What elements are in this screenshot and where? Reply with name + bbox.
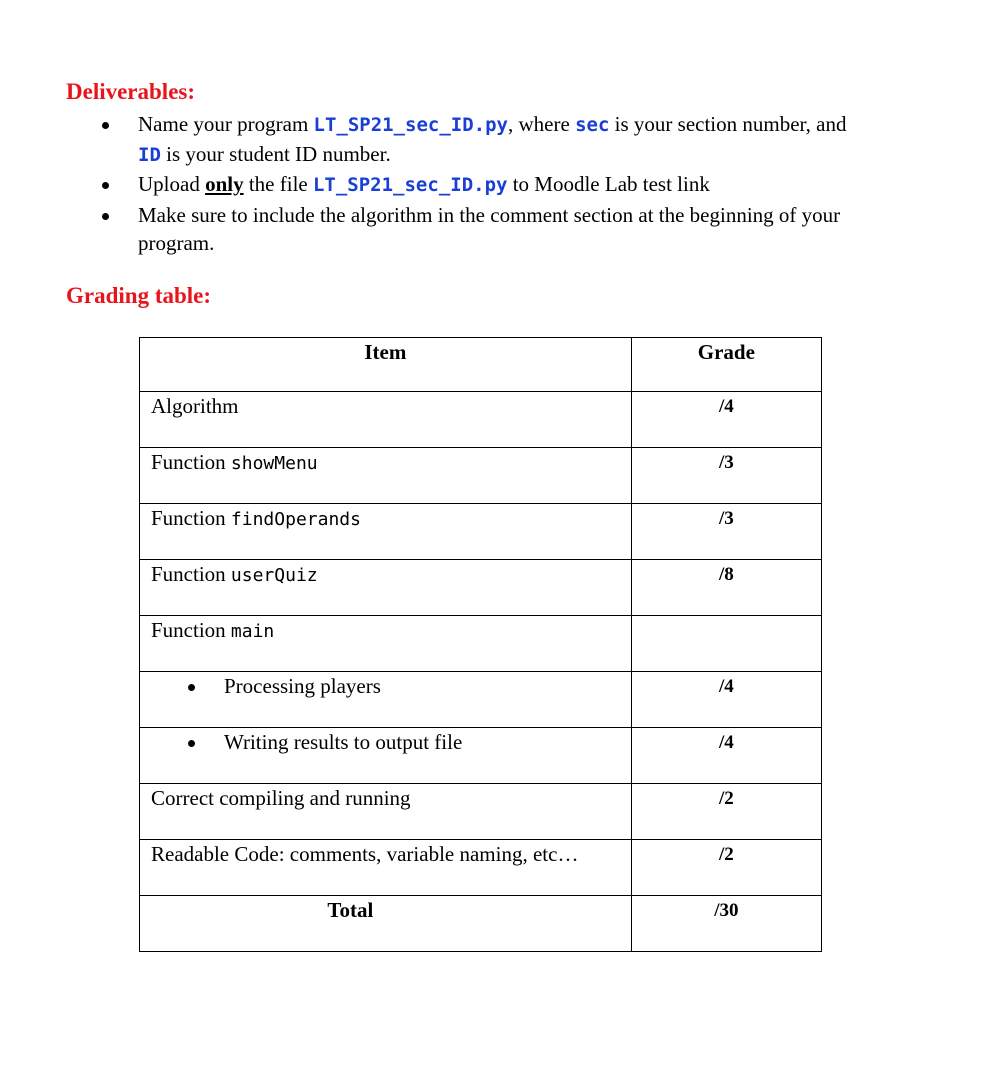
column-header-item: Item — [140, 338, 632, 392]
bullet-icon — [188, 740, 195, 747]
grading-table — [139, 337, 822, 952]
deliverable-text: Name your program — [138, 112, 314, 136]
list-item — [96, 170, 906, 200]
deliverables-heading: Deliverables: — [66, 79, 196, 104]
deliverables-list — [96, 110, 906, 259]
table-row — [140, 392, 822, 448]
function-name-code: main — [230, 621, 275, 642]
table-row — [140, 448, 822, 504]
grade-cell: /2 — [631, 840, 821, 896]
deliverable-text: is your student ID number. — [160, 141, 391, 166]
item-cell — [140, 504, 632, 560]
deliverable-text: the file — [243, 172, 313, 196]
function-name-code: userQuiz — [230, 565, 318, 586]
table-row — [140, 560, 822, 616]
item-label: Algorithm — [151, 394, 239, 418]
bullet-icon — [102, 182, 109, 189]
item-label: Correct compiling and running — [151, 786, 411, 810]
table-row — [140, 672, 822, 728]
deliverable-text: to Moodle Lab test link — [507, 172, 710, 196]
function-name-code: findOperands — [230, 509, 361, 530]
grade-cell: /3 — [631, 448, 821, 504]
table-row — [140, 616, 822, 672]
grading-heading: Grading table: — [66, 283, 212, 308]
sec-code: sec — [575, 114, 610, 136]
item-label: Function — [151, 618, 231, 642]
list-item — [96, 201, 906, 258]
deliverable-text: Upload — [138, 172, 206, 196]
total-row — [140, 896, 822, 952]
total-label: Total — [140, 896, 632, 952]
table-row — [140, 784, 822, 840]
function-name-code: showMenu — [230, 453, 318, 474]
bullet-icon — [102, 213, 109, 220]
grade-cell: /3 — [631, 504, 821, 560]
table-row — [140, 728, 822, 784]
table-row — [140, 840, 822, 896]
filename-code: LT_SP21_sec_ID.py — [313, 114, 508, 136]
grade-cell: /4 — [631, 392, 821, 448]
deliverable-text: Make sure to include the algorithm in the comment section at the beginning of your program. — [138, 202, 841, 255]
item-label: Function — [151, 450, 231, 474]
item-cell — [140, 448, 632, 504]
sub-item-cell — [140, 672, 632, 728]
id-code: ID — [138, 143, 161, 166]
filename-code: LT_SP21_sec_ID.py — [312, 174, 508, 196]
deliverable-text: , where — [508, 112, 576, 136]
item-label: Function — [151, 506, 231, 530]
table-row — [140, 504, 822, 560]
grade-cell: /2 — [631, 784, 821, 840]
item-label: Function — [151, 562, 231, 586]
grade-cell: /8 — [631, 560, 821, 616]
item-label: Processing players — [224, 674, 381, 698]
item-cell — [140, 784, 632, 840]
item-cell — [140, 392, 632, 448]
item-label: Writing results to output file — [224, 730, 463, 754]
sub-item-cell — [140, 728, 632, 784]
emphasis-only: only — [205, 172, 244, 196]
grade-cell: /4 — [631, 672, 821, 728]
column-header-grade: Grade — [631, 338, 821, 392]
bullet-icon — [102, 122, 109, 129]
item-cell — [140, 560, 632, 616]
item-label: Readable Code: comments, variable naming, etc… — [151, 842, 579, 866]
table-header-row — [140, 338, 822, 392]
grade-cell — [631, 616, 821, 672]
bullet-icon — [188, 684, 195, 691]
list-item — [96, 110, 906, 169]
grade-cell: /4 — [631, 728, 821, 784]
total-grade: /30 — [631, 896, 821, 952]
item-cell — [140, 840, 632, 896]
item-cell — [140, 616, 632, 672]
deliverable-text: is your section number, and — [609, 112, 847, 136]
